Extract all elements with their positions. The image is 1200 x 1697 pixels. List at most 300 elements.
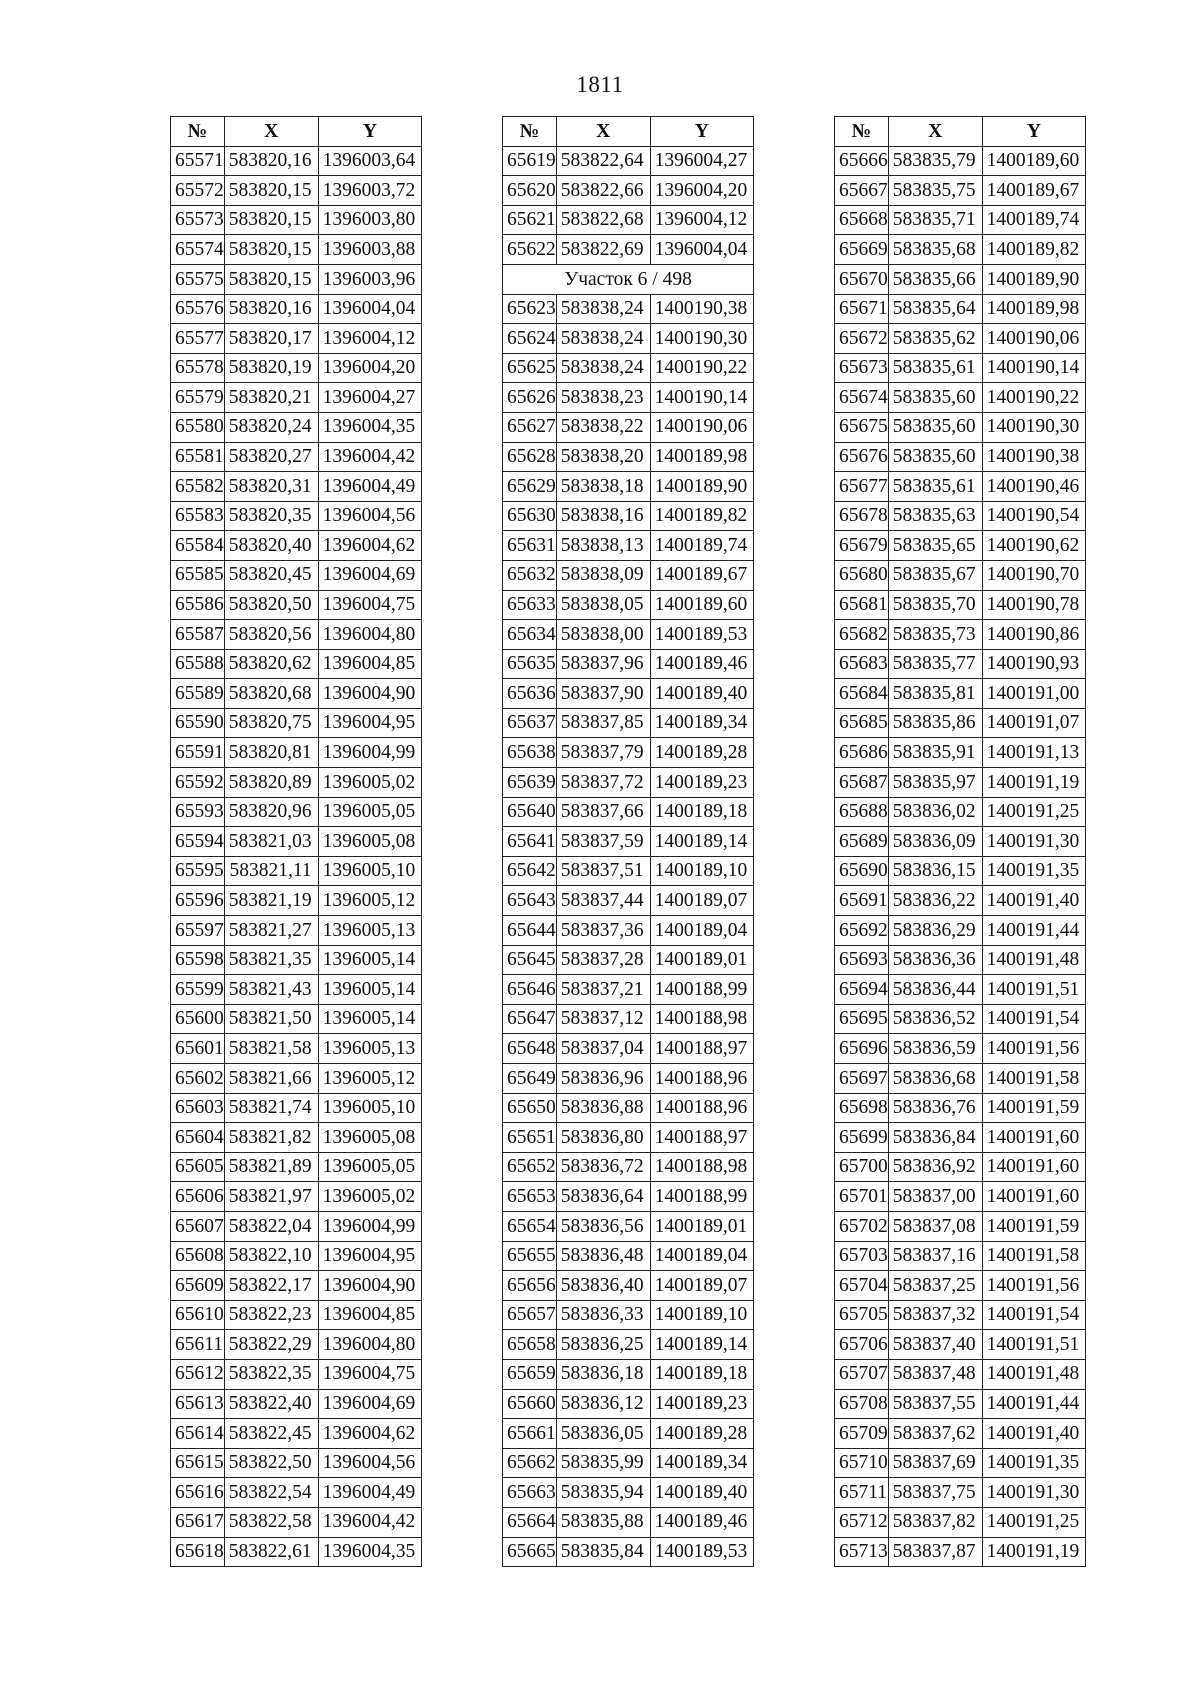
cell-y: 1400189,98 [982, 294, 1086, 324]
cell-number: 65617 [171, 1507, 225, 1537]
cell-number: 65590 [171, 708, 225, 738]
cell-number: 65700 [835, 1152, 889, 1182]
table-row [171, 531, 422, 561]
cell-y: 1396004,99 [318, 1211, 422, 1241]
cell-x: 583821,43 [224, 975, 318, 1005]
cell-number: 65611 [171, 1330, 225, 1360]
table-row [171, 1093, 422, 1123]
table-row [171, 738, 422, 768]
cell-number: 65688 [835, 797, 889, 827]
cell-number: 65629 [503, 472, 557, 502]
table-row [171, 590, 422, 620]
table-row [503, 176, 754, 206]
table-row [503, 679, 754, 709]
table-row [171, 1182, 422, 1212]
table-row [835, 264, 1086, 294]
cell-y: 1400188,96 [650, 1093, 754, 1123]
table-row [171, 412, 422, 442]
table-body [171, 146, 422, 1567]
table-row [835, 1300, 1086, 1330]
cell-number: 65675 [835, 412, 889, 442]
cell-number: 65698 [835, 1093, 889, 1123]
cell-number: 65633 [503, 590, 557, 620]
cell-y: 1400190,30 [982, 412, 1086, 442]
table-row [503, 1241, 754, 1271]
cell-number: 65574 [171, 235, 225, 265]
table-row [835, 501, 1086, 531]
cell-x: 583836,33 [556, 1300, 650, 1330]
cell-number: 65577 [171, 324, 225, 354]
table-row [503, 1359, 754, 1389]
cell-x: 583836,18 [556, 1359, 650, 1389]
cell-x: 583837,00 [888, 1182, 982, 1212]
cell-y: 1400191,40 [982, 886, 1086, 916]
table-row [171, 649, 422, 679]
cell-x: 583835,60 [888, 442, 982, 472]
cell-number: 65628 [503, 442, 557, 472]
table-row [171, 176, 422, 206]
table-row [503, 560, 754, 590]
cell-x: 583820,24 [224, 412, 318, 442]
cell-number: 65639 [503, 768, 557, 798]
cell-number: 65649 [503, 1064, 557, 1094]
table-row [171, 945, 422, 975]
cell-x: 583837,75 [888, 1478, 982, 1508]
cell-number: 65694 [835, 975, 889, 1005]
cell-y: 1400189,46 [650, 1507, 754, 1537]
table-row [171, 1034, 422, 1064]
table-row [171, 1300, 422, 1330]
cell-number: 65699 [835, 1123, 889, 1153]
cell-y: 1400191,58 [982, 1241, 1086, 1271]
cell-number: 65671 [835, 294, 889, 324]
table-row [835, 1241, 1086, 1271]
cell-y: 1400191,58 [982, 1064, 1086, 1094]
cell-number: 65679 [835, 531, 889, 561]
table-row [835, 1004, 1086, 1034]
cell-y: 1400189,18 [650, 1359, 754, 1389]
cell-y: 1400191,25 [982, 1507, 1086, 1537]
cell-number: 65701 [835, 1182, 889, 1212]
cell-x: 583837,16 [888, 1241, 982, 1271]
cell-y: 1400189,90 [650, 472, 754, 502]
cell-y: 1400191,60 [982, 1123, 1086, 1153]
table-row [835, 1537, 1086, 1567]
cell-x: 583822,10 [224, 1241, 318, 1271]
cell-number: 65647 [503, 1004, 557, 1034]
table-row [503, 708, 754, 738]
cell-x: 583822,54 [224, 1478, 318, 1508]
cell-x: 583835,65 [888, 531, 982, 561]
cell-x: 583836,22 [888, 886, 982, 916]
cell-x: 583820,45 [224, 560, 318, 590]
cell-number: 65710 [835, 1448, 889, 1478]
cell-y: 1396004,69 [318, 560, 422, 590]
table-row [171, 353, 422, 383]
cell-number: 65644 [503, 916, 557, 946]
cell-y: 1400191,44 [982, 1389, 1086, 1419]
cell-x: 583838,24 [556, 324, 650, 354]
cell-number: 65708 [835, 1389, 889, 1419]
table-row [835, 1359, 1086, 1389]
table-row [835, 560, 1086, 590]
table-row [503, 856, 754, 886]
cell-number: 65599 [171, 975, 225, 1005]
cell-x: 583838,00 [556, 620, 650, 650]
cell-y: 1396004,27 [650, 146, 754, 176]
cell-number: 65589 [171, 679, 225, 709]
table-row [835, 827, 1086, 857]
cell-y: 1400190,06 [982, 324, 1086, 354]
table-row [835, 1034, 1086, 1064]
table-row [503, 1211, 754, 1241]
cell-x: 583835,99 [556, 1448, 650, 1478]
cell-x: 583835,77 [888, 649, 982, 679]
cell-y: 1400189,74 [650, 531, 754, 561]
cell-y: 1400189,40 [650, 1478, 754, 1508]
table-row [503, 1478, 754, 1508]
table-row [835, 797, 1086, 827]
table-row [835, 235, 1086, 265]
table-row [503, 324, 754, 354]
cell-x: 583835,88 [556, 1507, 650, 1537]
header-y: Y [650, 117, 754, 147]
cell-number: 65625 [503, 353, 557, 383]
cell-y: 1396005,12 [318, 1064, 422, 1094]
cell-x: 583836,76 [888, 1093, 982, 1123]
cell-x: 583838,13 [556, 531, 650, 561]
table-row [503, 827, 754, 857]
cell-y: 1400191,40 [982, 1419, 1086, 1449]
cell-y: 1400189,01 [650, 1211, 754, 1241]
cell-x: 583837,21 [556, 975, 650, 1005]
cell-x: 583836,15 [888, 856, 982, 886]
cell-y: 1400189,07 [650, 1271, 754, 1301]
cell-x: 583836,56 [556, 1211, 650, 1241]
cell-number: 65677 [835, 472, 889, 502]
cell-y: 1400189,60 [650, 590, 754, 620]
table-row [503, 1537, 754, 1567]
cell-y: 1400189,53 [650, 1537, 754, 1567]
cell-x: 583836,59 [888, 1034, 982, 1064]
table-body [503, 146, 754, 1567]
cell-x: 583835,60 [888, 383, 982, 413]
cell-number: 65691 [835, 886, 889, 916]
table-row [503, 1123, 754, 1153]
cell-y: 1400189,04 [650, 916, 754, 946]
cell-number: 65666 [835, 146, 889, 176]
cell-y: 1400189,28 [650, 738, 754, 768]
cell-x: 583835,97 [888, 768, 982, 798]
coordinates-table-1 [170, 116, 422, 1567]
table-row [171, 679, 422, 709]
cell-number: 65591 [171, 738, 225, 768]
table-row [503, 797, 754, 827]
cell-number: 65670 [835, 264, 889, 294]
cell-x: 583835,66 [888, 264, 982, 294]
table-row [503, 353, 754, 383]
cell-x: 583838,18 [556, 472, 650, 502]
cell-number: 65646 [503, 975, 557, 1005]
cell-number: 65696 [835, 1034, 889, 1064]
cell-number: 65648 [503, 1034, 557, 1064]
cell-number: 65669 [835, 235, 889, 265]
cell-number: 65711 [835, 1478, 889, 1508]
cell-y: 1396003,96 [318, 264, 422, 294]
cell-x: 583820,17 [224, 324, 318, 354]
table-row [171, 708, 422, 738]
table-row [835, 1478, 1086, 1508]
cell-x: 583820,16 [224, 146, 318, 176]
table-row [503, 945, 754, 975]
cell-y: 1396004,42 [318, 1507, 422, 1537]
cell-y: 1396004,56 [318, 1448, 422, 1478]
coordinates-table-2 [502, 116, 754, 1567]
cell-number: 65618 [171, 1537, 225, 1567]
table-row [835, 856, 1086, 886]
cell-y: 1400190,54 [982, 501, 1086, 531]
cell-number: 65576 [171, 294, 225, 324]
cell-y: 1396004,80 [318, 620, 422, 650]
cell-x: 583837,79 [556, 738, 650, 768]
cell-number: 65584 [171, 531, 225, 561]
table-row [835, 1271, 1086, 1301]
table-row [503, 1034, 754, 1064]
cell-number: 65645 [503, 945, 557, 975]
cell-x: 583821,66 [224, 1064, 318, 1094]
cell-y: 1400189,90 [982, 264, 1086, 294]
table-row [835, 886, 1086, 916]
cell-number: 65600 [171, 1004, 225, 1034]
cell-number: 65636 [503, 679, 557, 709]
cell-x: 583820,15 [224, 176, 318, 206]
cell-x: 583836,48 [556, 1241, 650, 1271]
cell-number: 65592 [171, 768, 225, 798]
cell-x: 583836,12 [556, 1389, 650, 1419]
cell-number: 65663 [503, 1478, 557, 1508]
header-number: № [171, 117, 225, 147]
table-header-row [503, 117, 754, 147]
cell-x: 583836,05 [556, 1419, 650, 1449]
cell-number: 65658 [503, 1330, 557, 1360]
cell-number: 65623 [503, 294, 557, 324]
cell-number: 65712 [835, 1507, 889, 1537]
cell-x: 583821,11 [224, 856, 318, 886]
cell-x: 583820,15 [224, 205, 318, 235]
cell-x: 583822,58 [224, 1507, 318, 1537]
cell-number: 65581 [171, 442, 225, 472]
table-row [171, 1211, 422, 1241]
table-row [835, 975, 1086, 1005]
table-row [503, 1182, 754, 1212]
cell-x: 583835,68 [888, 235, 982, 265]
cell-y: 1400191,30 [982, 827, 1086, 857]
cell-x: 583838,05 [556, 590, 650, 620]
cell-y: 1400188,97 [650, 1123, 754, 1153]
cell-y: 1400191,59 [982, 1211, 1086, 1241]
cell-number: 65613 [171, 1389, 225, 1419]
cell-x: 583821,03 [224, 827, 318, 857]
cell-number: 65682 [835, 620, 889, 650]
cell-x: 583836,25 [556, 1330, 650, 1360]
cell-number: 65660 [503, 1389, 557, 1419]
table-row [171, 1478, 422, 1508]
cell-y: 1396005,14 [318, 1004, 422, 1034]
cell-x: 583820,81 [224, 738, 318, 768]
cell-number: 65586 [171, 590, 225, 620]
cell-x: 583822,40 [224, 1389, 318, 1419]
cell-x: 583835,67 [888, 560, 982, 590]
table-row [171, 235, 422, 265]
cell-x: 583838,16 [556, 501, 650, 531]
cell-x: 583835,60 [888, 412, 982, 442]
cell-y: 1396004,49 [318, 472, 422, 502]
cell-y: 1400188,99 [650, 1182, 754, 1212]
cell-number: 65622 [503, 235, 557, 265]
section-row [503, 264, 754, 294]
cell-y: 1400191,00 [982, 679, 1086, 709]
cell-number: 65681 [835, 590, 889, 620]
table-row [503, 1507, 754, 1537]
cell-y: 1396005,14 [318, 945, 422, 975]
cell-x: 583837,51 [556, 856, 650, 886]
cell-x: 583820,62 [224, 649, 318, 679]
cell-x: 583820,15 [224, 264, 318, 294]
table-row [835, 945, 1086, 975]
cell-x: 583822,17 [224, 1271, 318, 1301]
cell-x: 583837,90 [556, 679, 650, 709]
cell-x: 583836,96 [556, 1064, 650, 1094]
cell-number: 65683 [835, 649, 889, 679]
cell-y: 1400191,30 [982, 1478, 1086, 1508]
cell-y: 1400189,04 [650, 1241, 754, 1271]
page-number: 1811 [576, 72, 624, 97]
table-row [171, 1389, 422, 1419]
cell-y: 1396004,49 [318, 1478, 422, 1508]
cell-y: 1400189,34 [650, 1448, 754, 1478]
cell-y: 1400189,74 [982, 205, 1086, 235]
cell-number: 65635 [503, 649, 557, 679]
cell-number: 65709 [835, 1419, 889, 1449]
table-row [835, 442, 1086, 472]
table-row [171, 1064, 422, 1094]
cell-number: 65673 [835, 353, 889, 383]
cell-number: 65579 [171, 383, 225, 413]
cell-x: 583835,71 [888, 205, 982, 235]
cell-y: 1396005,02 [318, 1182, 422, 1212]
cell-x: 583820,16 [224, 294, 318, 324]
cell-x: 583822,69 [556, 235, 650, 265]
cell-y: 1400189,82 [982, 235, 1086, 265]
cell-number: 65620 [503, 176, 557, 206]
cell-y: 1400189,01 [650, 945, 754, 975]
cell-number: 65674 [835, 383, 889, 413]
cell-number: 65607 [171, 1211, 225, 1241]
cell-x: 583836,44 [888, 975, 982, 1005]
table-row [835, 412, 1086, 442]
cell-x: 583836,72 [556, 1152, 650, 1182]
cell-number: 65638 [503, 738, 557, 768]
table-row [171, 205, 422, 235]
cell-y: 1396004,04 [318, 294, 422, 324]
cell-y: 1396005,02 [318, 768, 422, 798]
cell-y: 1396005,10 [318, 1093, 422, 1123]
cell-x: 583820,68 [224, 679, 318, 709]
cell-number: 65713 [835, 1537, 889, 1567]
cell-number: 65695 [835, 1004, 889, 1034]
cell-number: 65602 [171, 1064, 225, 1094]
cell-number: 65643 [503, 886, 557, 916]
cell-x: 583837,48 [888, 1359, 982, 1389]
table-row [835, 531, 1086, 561]
cell-x: 583837,28 [556, 945, 650, 975]
cell-y: 1400191,51 [982, 1330, 1086, 1360]
cell-x: 583835,62 [888, 324, 982, 354]
cell-number: 65597 [171, 916, 225, 946]
cell-y: 1396005,13 [318, 1034, 422, 1064]
table-row [503, 412, 754, 442]
table-row [835, 294, 1086, 324]
table-row [835, 679, 1086, 709]
cell-y: 1396005,14 [318, 975, 422, 1005]
cell-y: 1400191,44 [982, 916, 1086, 946]
table-row [503, 146, 754, 176]
cell-x: 583821,27 [224, 916, 318, 946]
table-row [171, 1241, 422, 1271]
table-row [171, 975, 422, 1005]
table-row [503, 1389, 754, 1419]
table-row [835, 1093, 1086, 1123]
cell-number: 65598 [171, 945, 225, 975]
cell-x: 583820,15 [224, 235, 318, 265]
cell-number: 65593 [171, 797, 225, 827]
cell-number: 65585 [171, 560, 225, 590]
table-row [503, 501, 754, 531]
cell-y: 1400188,98 [650, 1004, 754, 1034]
cell-x: 583821,89 [224, 1152, 318, 1182]
cell-x: 583837,85 [556, 708, 650, 738]
cell-y: 1396004,12 [318, 324, 422, 354]
cell-x: 583820,35 [224, 501, 318, 531]
cell-x: 583835,94 [556, 1478, 650, 1508]
cell-number: 65665 [503, 1537, 557, 1567]
cell-y: 1400190,22 [982, 383, 1086, 413]
cell-x: 583822,61 [224, 1537, 318, 1567]
cell-y: 1400191,13 [982, 738, 1086, 768]
cell-y: 1400189,46 [650, 649, 754, 679]
table-body [835, 146, 1086, 1567]
cell-y: 1396003,80 [318, 205, 422, 235]
cell-x: 583836,29 [888, 916, 982, 946]
cell-y: 1400190,46 [982, 472, 1086, 502]
cell-number: 65634 [503, 620, 557, 650]
table-row [503, 531, 754, 561]
cell-number: 65594 [171, 827, 225, 857]
table-row [171, 294, 422, 324]
cell-number: 65653 [503, 1182, 557, 1212]
cell-x: 583837,72 [556, 768, 650, 798]
cell-y: 1396004,42 [318, 442, 422, 472]
cell-y: 1400189,23 [650, 768, 754, 798]
cell-number: 65578 [171, 353, 225, 383]
cell-y: 1396003,64 [318, 146, 422, 176]
cell-number: 65624 [503, 324, 557, 354]
cell-x: 583822,50 [224, 1448, 318, 1478]
cell-y: 1396004,95 [318, 708, 422, 738]
cell-number: 65640 [503, 797, 557, 827]
table-row [171, 1419, 422, 1449]
cell-x: 583837,32 [888, 1300, 982, 1330]
